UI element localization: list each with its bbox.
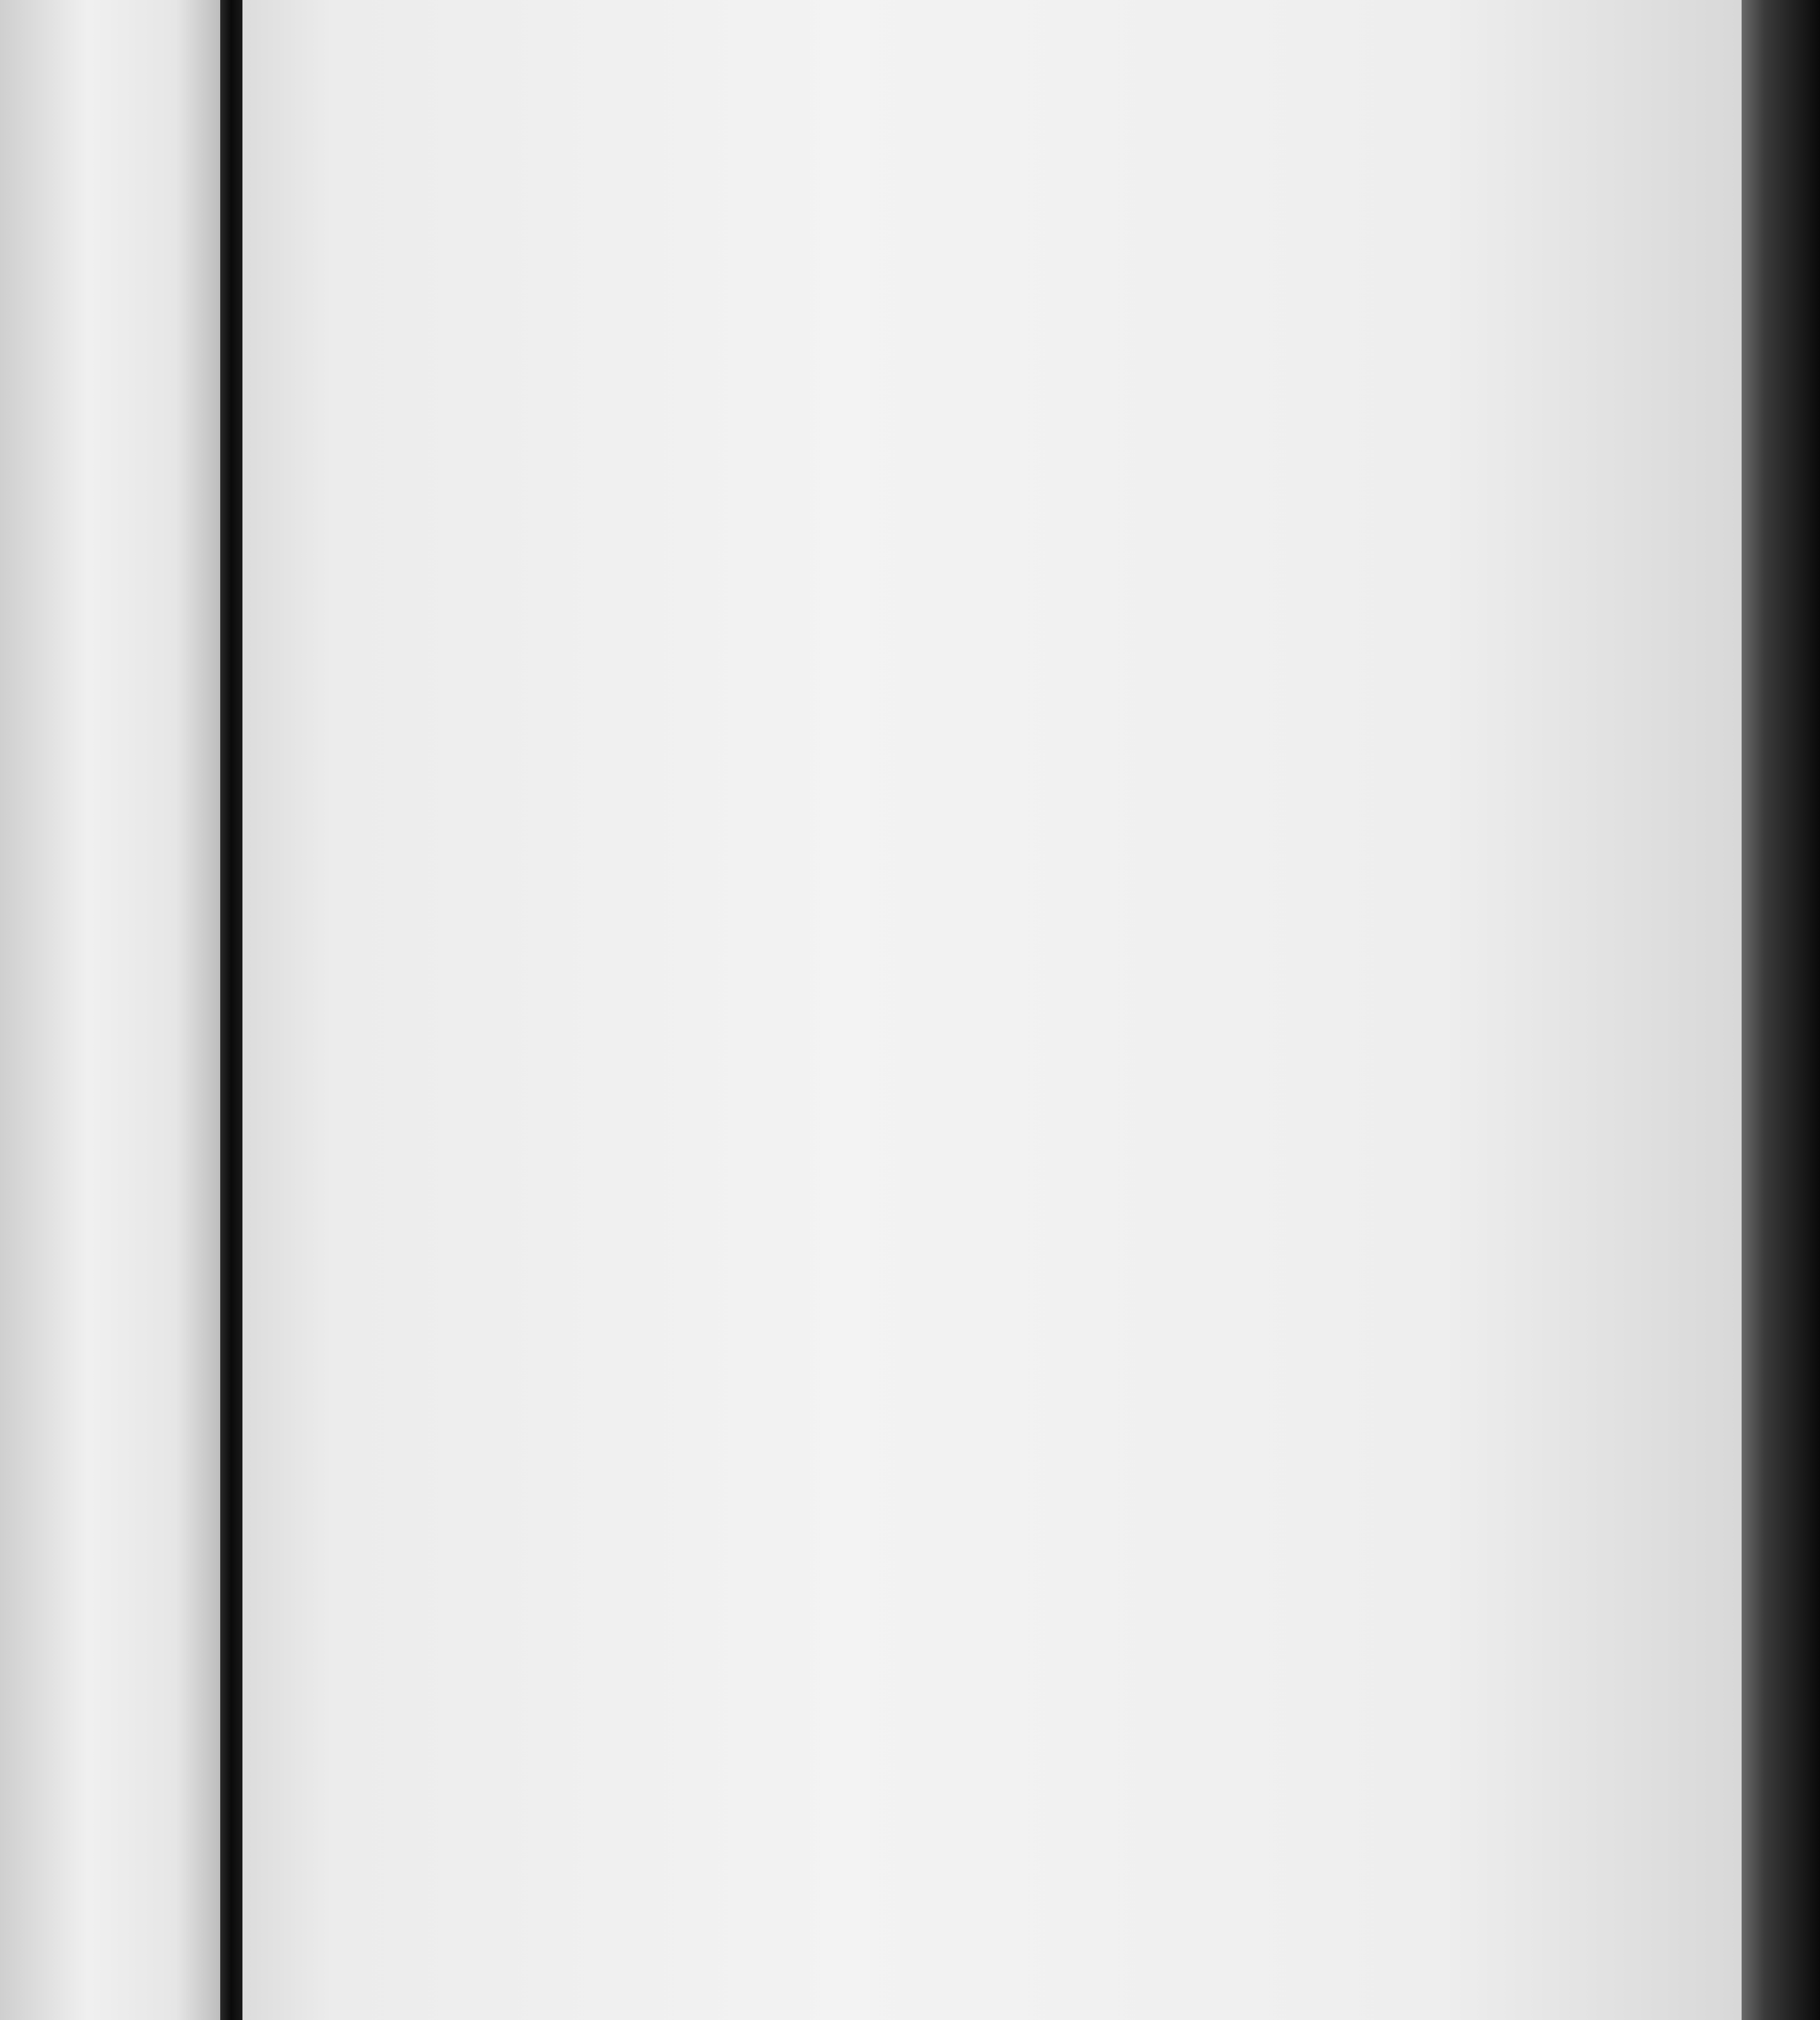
left-facing-page (0, 0, 220, 2020)
main-page (242, 0, 1742, 2020)
page-right-edge (1742, 0, 1820, 2020)
book-gutter (220, 0, 242, 2020)
